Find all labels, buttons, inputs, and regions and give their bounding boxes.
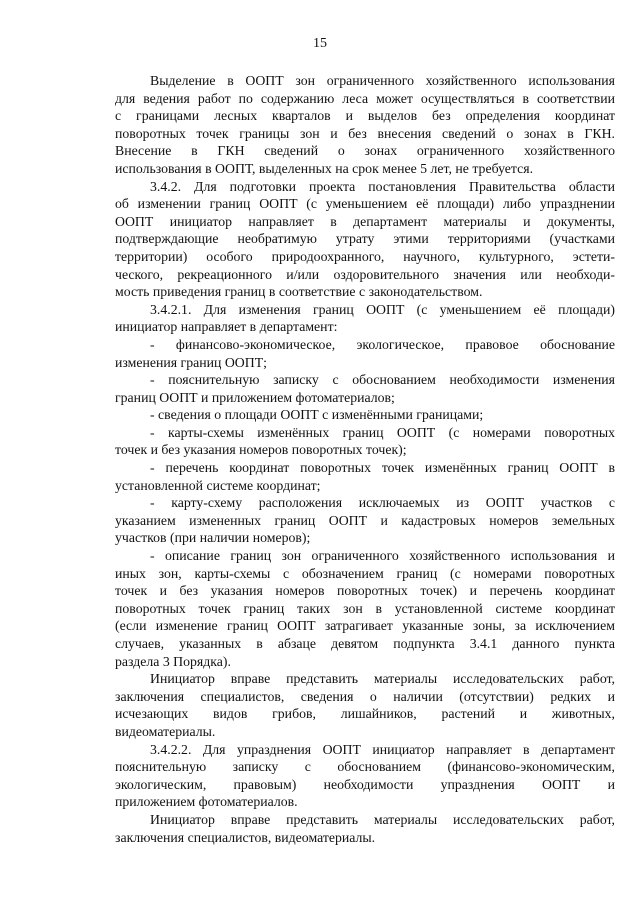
- text-line: 3.4.2.2. Для упразднения ООПТ инициатор направляет в департамент: [150, 741, 615, 757]
- text-line: Инициатор вправе представить материалы исследовательских работ,: [150, 671, 615, 687]
- text-line: указанием измененных границ ООПТ и кадастровых номеров земельных: [115, 512, 615, 528]
- text-line: заключения специалистов, видеоматериалы.: [115, 829, 376, 845]
- text-line: 3.4.2.1. Для изменения границ ООПТ (с уменьшением её площади): [150, 301, 615, 317]
- text-line: мость приведения границ в соответствие с законодательством.: [115, 284, 483, 300]
- text-line: поворотных точек границ таких зон в установленной системе координат: [115, 600, 615, 616]
- text-line: - перечень координат поворотных точек изменённых границ ООПТ в: [150, 460, 615, 476]
- text-line: использования в ООПТ, выделенных на срок менее 5 лет, не требуется.: [115, 160, 534, 176]
- text-line: об изменении границ ООПТ (с уменьшением её площади) либо упразднении: [115, 196, 615, 212]
- text-line: иных зон, карты-схемы с обозначением границ (с номерами поворотных: [115, 565, 615, 581]
- text-line: - сведения о площади ООПТ с изменёнными границами;: [150, 407, 484, 423]
- text-line: поворотных точек границы зон и без внесения сведений о зонах в ГКН.: [115, 125, 615, 141]
- text-line: 3.4.2. Для подготовки проекта постановления Правительства области: [150, 178, 615, 194]
- text-line: точек и без указания номеров поворотных точек) и перечень координат: [115, 583, 615, 599]
- text-line: участков (при наличии номеров);: [115, 530, 311, 546]
- text-line: инициатор направляет в департамент:: [115, 319, 338, 335]
- text-line: установленной системе координат;: [115, 477, 321, 493]
- text-line: заключения специалистов, сведения о наличии (отсутствии) редких и: [115, 688, 615, 704]
- document-body: [115, 72, 615, 846]
- text-line: Инициатор вправе представить материалы исследовательских работ,: [150, 811, 615, 827]
- text-line: (если изменение границ ООПТ затрагивает указанные зоны, за исключением: [115, 618, 615, 634]
- text-line: точек и без указания номеров поворотных точек);: [115, 442, 407, 458]
- text-line: экологическим, правовым) необходимости упразднения ООПТ и: [115, 776, 615, 792]
- text-line: для ведения работ по содержанию леса может осуществляться в соответствии: [115, 90, 615, 106]
- text-line: Внесение в ГКН сведений о зонах ограниченного хозяйственного: [115, 143, 615, 159]
- text-line: - финансово-экономическое, экологическое, правовое обоснование: [150, 336, 615, 352]
- text-line: подтверждающие необратимую утрату этими территориями (участками: [115, 231, 615, 247]
- text-line: территории) особого природоохранного, научного, культурного, эстети-: [115, 248, 615, 264]
- text-line: раздела 3 Порядка).: [115, 653, 231, 669]
- text-line: исчезающих видов грибов, лишайников, растений и животных,: [115, 706, 615, 722]
- text-line: с границами лесных кварталов и выделов без определения координат: [115, 108, 615, 124]
- text-line: пояснительную записку с обоснованием (финансово-экономическим,: [115, 759, 615, 775]
- text-line: Выделение в ООПТ зон ограниченного хозяйственного использования: [150, 73, 615, 88]
- text-line: - карты-схемы изменённых границ ООПТ (с номерами поворотных: [150, 424, 615, 440]
- text-line: изменения границ ООПТ;: [115, 354, 267, 370]
- text-line: видеоматериалы.: [115, 723, 216, 739]
- text-line: - пояснительную записку с обоснованием необходимости изменения: [150, 372, 615, 388]
- text-line: - карту-схему расположения исключаемых из ООПТ участков с: [150, 495, 615, 511]
- text-line: ческого, рекреационного и/или оздоровительного значения или необходи-: [115, 266, 615, 282]
- text-line: границ ООПТ и приложением фотоматериалов;: [115, 389, 395, 405]
- text-line: случаев, указанных в абзаце девятом подпункта 3.4.1 данного пункта: [115, 636, 615, 651]
- page-number: 15: [313, 36, 327, 51]
- text-line: ООПТ инициатор направляет в департамент материалы и документы,: [115, 213, 615, 229]
- text-line: - описание границ зон ограниченного хозяйственного использования и: [150, 548, 615, 564]
- text-line: приложением фотоматериалов.: [115, 794, 298, 810]
